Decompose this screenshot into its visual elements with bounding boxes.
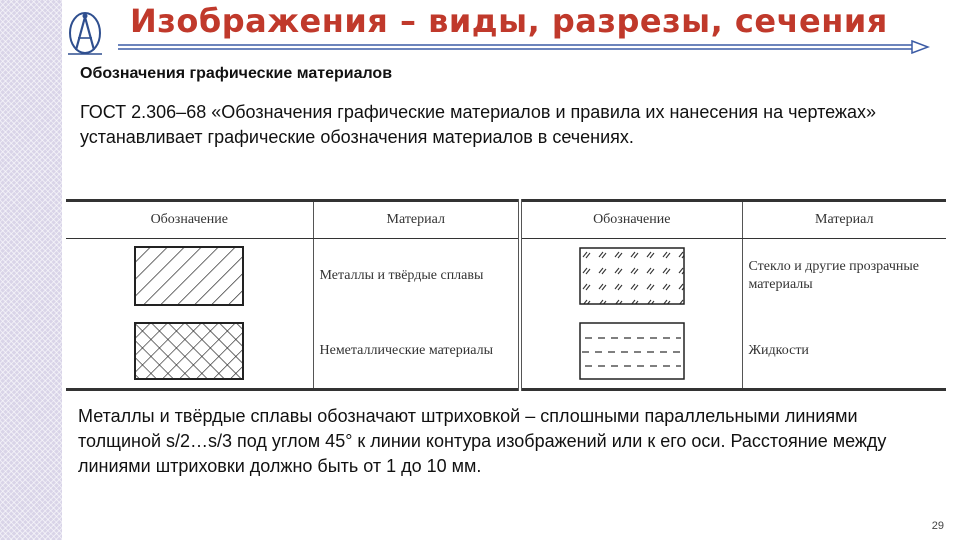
- glass-hatch-symbol: [579, 247, 685, 305]
- section-subheading: Обозначения графические материалов: [80, 65, 393, 82]
- table-header-designation: Обозначение: [66, 201, 313, 239]
- compass-icon: [62, 8, 108, 56]
- materials-table: [66, 199, 946, 391]
- symbol-cell: [520, 313, 742, 389]
- material-cell: Неметаллические материалы: [313, 313, 520, 389]
- table-row: [66, 239, 946, 314]
- symbol-cell: [66, 239, 313, 314]
- symbol-cell: [66, 313, 313, 389]
- table-header-material: Материал: [313, 201, 520, 239]
- symbol-cell: [520, 239, 742, 314]
- nonmetal-crosshatch-symbol: [134, 322, 244, 380]
- page-number: 29: [931, 520, 944, 532]
- table-header-designation: Обозначение: [520, 201, 742, 239]
- material-cell: Стекло и другие прозрачные материалы: [748, 259, 919, 293]
- slide-title: Изображения – виды, разрезы, сечения: [130, 2, 888, 40]
- liquid-dashed-symbol: [579, 322, 685, 380]
- table-header-row: [66, 201, 946, 239]
- decorative-sidebar: [0, 0, 62, 540]
- table-header-material: Материал: [742, 201, 946, 239]
- metal-hatch-symbol: [134, 246, 244, 306]
- body-paragraph: Металлы и твёрдые сплавы обозначают штриховкой – сплошными параллельными линиями толщиной s/2…s/3 под углом 45° к линии контура изображений или к его оси. Расстояние между линиями штриховки должно быть от 1 до 10 мм.: [78, 406, 887, 476]
- table-row: [66, 313, 946, 389]
- material-cell: Металлы и твёрдые сплавы: [313, 239, 520, 314]
- material-cell: Жидкости: [748, 342, 809, 358]
- intro-paragraph: ГОСТ 2.306–68 «Обозначения графические материалов и правила их нанесения на чертежах» устанавливает графические обозначения материалов в сечениях.: [80, 102, 876, 147]
- title-underline-arrow: [118, 40, 930, 54]
